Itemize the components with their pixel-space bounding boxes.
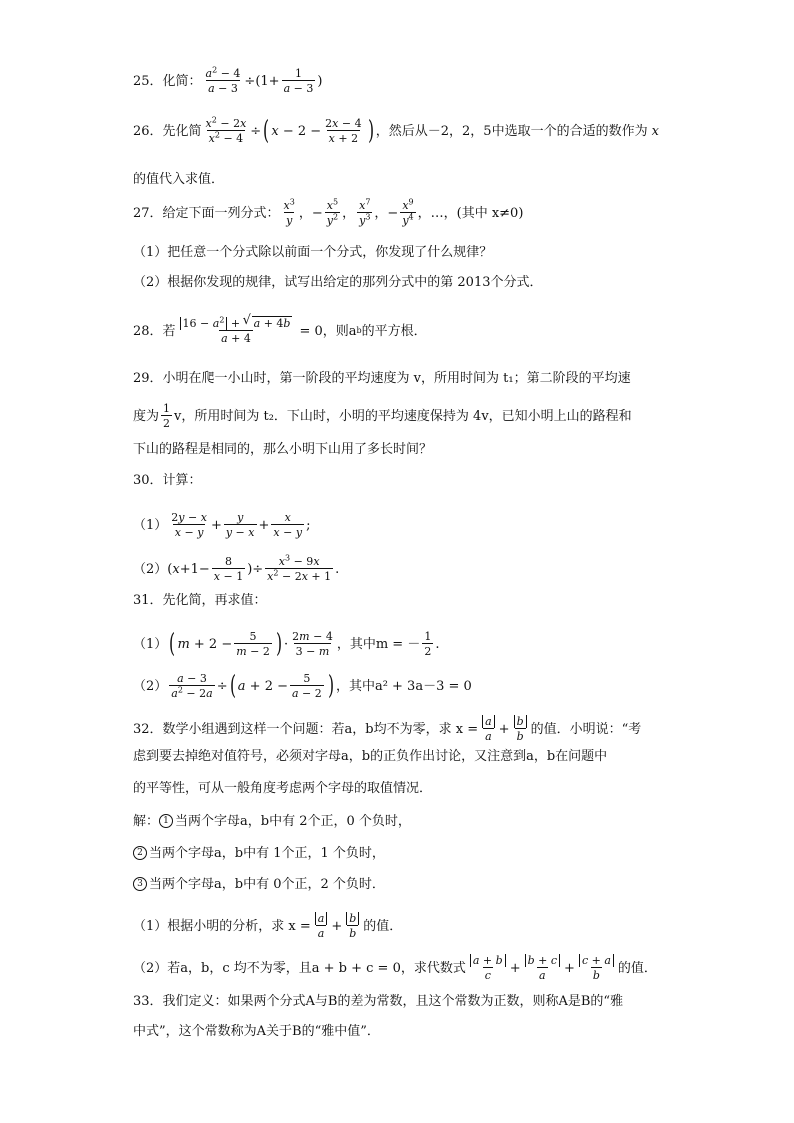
q32-s1-a: （1）根据小明的分析，求 x =: [133, 918, 311, 934]
q32-sub1: （1）根据小明的分析，求 x = $\frac{a}{a}$ + $\frac{b}{b}$ 的值．: [133, 912, 403, 940]
q26-label: 26．先化简: [133, 123, 202, 139]
q30-sub2: （2） (x+1− $\frac{8}{x - 1}$ )÷ $\frac{x^3 - 9x}{x^2 - 2x + 1}$ .: [133, 553, 340, 583]
q32-c1: 当两个字母a，b中有 2个正，0 个负时，: [175, 813, 411, 829]
q27-label: 27．给定下面一列分式：: [133, 205, 280, 221]
q32-s2-a: （2）若a，b，c 均不为零，且a + b + c = 0，求代数式: [133, 960, 466, 976]
q30-sub2-label: （2）: [133, 561, 168, 577]
q29-line2-b: v，所用时间为 t₂．下山时，小明的平均速度保持为 4v，已知小明上山的路程和: [174, 408, 632, 424]
q29-line2: 度为 $\frac{1}{2}$ v，所用时间为 t₂．下山时，小明的平均速度保持为 4v，已知小明上山的路程和: [133, 402, 632, 430]
q32-line1-b: 的值．小明说：“考: [530, 721, 642, 737]
q32-c2: 当两个字母a，b中有 1个正，1 个负时，: [149, 845, 385, 861]
q25-label: 25．化简：: [133, 73, 202, 89]
q33-line1: 33．我们定义：如果两个分式A与B的差为常数，且这个常数为正数，则称A是B的“雅: [133, 994, 624, 1009]
q30-label: 30．计算：: [133, 473, 202, 488]
q32-line1-a: 32．数学小组遇到这样一个问题：若a，b均不为零，求 x =: [133, 721, 479, 737]
q28-label: 28．若: [133, 323, 176, 339]
q32-line2: 虑到要去掉绝对值符号，必须对字母a，b的正负作出讨论，又注意到a，b在问题中: [133, 749, 608, 764]
q32-case2: 2 当两个字母a，b中有 1个正，1 个负时，: [133, 846, 385, 860]
q32-s1-b: 的值．: [363, 918, 403, 934]
q32-c3: 当两个字母a，b中有 0个正，2 个负时．: [149, 876, 385, 892]
q27-sub1: （1）把任意一个分式除以前面一个分式，你发现了什么规律？: [133, 245, 493, 260]
q28-tail: ，则a: [322, 323, 357, 339]
q29-line2-a: 度为: [133, 408, 160, 424]
q31-sub1: （1） ( m + 2 − $\frac{5}{m - 2}$ ) · $\frac{2m - 4}{3 - m}$ ，其中m = － $\frac{1}{2}$ .: [133, 629, 440, 659]
q28-fraction: $\frac{16 - a^2 + √ a + 4b}{a + 4}$: [178, 318, 295, 344]
q33-line2: 中式”，这个常数称为A关于B的“雅中值”．: [133, 1024, 380, 1039]
q32-line3: 的平等性，可从一般角度考虑两个字母的取值情况．: [133, 781, 433, 796]
q31-sub2: （2） $\frac{a - 3}{a^2 - 2a}$ ÷ ( a + 2 − $\frac{5}{a - 2}$ ) ，其中a² + 3a－3 = 0: [133, 671, 472, 701]
q32-case1: 解： 1 当两个字母a，b中有 2个正，0 个负时，: [133, 813, 411, 829]
q31-label: 31．先化简，再求值：: [133, 593, 267, 608]
q27: 27．给定下面一列分式： $\frac{x^3}{y}$ ，− $\frac{x^5}{y^2}$ ， $\frac{x^7}{y^3}$ ，− $\frac{x^9}{y^4}$ ，…，(其中 x≠0): [133, 197, 524, 227]
q26-line2: 的值代入求值．: [133, 172, 225, 187]
q28-eq: = 0: [299, 323, 323, 339]
q26: 26．先化简 $\frac{x^2 - 2x}{x^2 - 4}$ ÷ ( x − 2 − $\frac{2x - 4}{x + 2}$ ) ，然后从－2，2，5中选取一个的合适的数作为 x: [133, 115, 659, 146]
q29-line3: 下山的路程是相同的，那么小明下山用了多长时间？: [133, 442, 433, 457]
q25-div: ÷(1+: [244, 73, 280, 89]
q27-sub2: （2）根据你发现的规律，试写出给定的那列分式中的第 2013个分式．: [133, 275, 543, 290]
q25-close: ): [317, 73, 323, 89]
q31-sub1-tail: ，其中m = －: [336, 636, 421, 652]
q26-fraction2: $\frac{2x - 4}{x + 2}$: [325, 117, 362, 145]
q31-sub2-tail: ，其中a² + 3a－3 = 0: [335, 678, 472, 694]
q32-line1: 32．数学小组遇到这样一个问题：若a，b均不为零，求 x = $\frac{a}{a}$ + $\frac{b}{b}$ 的值．小明说：“考: [133, 715, 642, 743]
q26-var: x: [651, 123, 659, 139]
q28-tail2: 的平方根．: [361, 323, 427, 339]
q32-case3: 3 当两个字母a，b中有 0个正，2 个负时．: [133, 877, 385, 891]
q29-line1: 29．小明在爬一小山时，第一阶段的平均速度为 v，所用时间为 t₁；第二阶段的平均速: [133, 371, 631, 386]
q30-sub1-label: （1）: [133, 517, 168, 533]
q32-s2-b: 的值．: [617, 960, 657, 976]
q25: [133, 65, 323, 95]
q26-rest: ，然后从－2，2，5中选取一个的合适的数作为: [375, 123, 648, 139]
q27-tail: ，…，(其中 x≠0): [417, 205, 524, 221]
q30-sub1: （1） $\frac{2y - x}{x - y}$ + $\frac{y}{y - x}$ + $\frac{x}{x - y}$ ;: [133, 511, 311, 539]
q25-fraction2: $\frac{1}{a - 3}$: [283, 67, 314, 95]
q31-sub1-label: （1）: [133, 636, 168, 652]
q32-sol: 解：: [133, 813, 160, 829]
q32-sub2: （2）若a，b，c 均不为零，且a + b + c = 0，求代数式 $\frac{a + b}{c}$ + $\frac{b + c}{a}$ + $\frac{c + a}{b}$ 的值．: [133, 954, 657, 982]
q25-fraction: $\frac{a^2 - 4}{a - 3}$: [205, 65, 241, 95]
q26-fraction: $\frac{x^2 - 2x}{x^2 - 4}$: [205, 115, 247, 145]
q28: 28．若 $\frac{16 - a^2 + √ a + 4b}{a + 4}$ = 0 ，则a b 的平方根．: [133, 318, 427, 344]
q31-sub2-label: （2）: [133, 678, 168, 694]
